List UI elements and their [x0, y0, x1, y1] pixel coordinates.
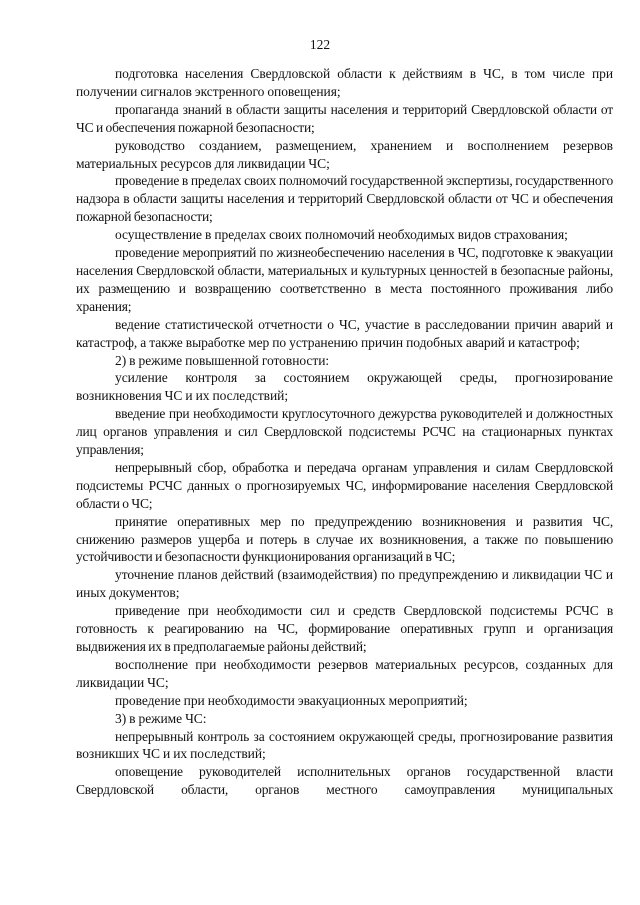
paragraph: непрерывный сбор, обработка и передача органам управления и силам Свердловской подсистемы РСЧС данных о прогнозируемых ЧС, информирование населения Свердловской области о ЧС; [76, 459, 613, 511]
paragraph: 2) в режиме повышенной готовности: [115, 352, 330, 368]
paragraph: оповещение руководителей исполнительных органов государственной власти Свердловской области, органов местного самоуправления муниципальных [76, 764, 613, 798]
paragraph: введение при необходимости круглосуточного дежурства руководителей и должностных лиц органов управления и сил Свердловской подсистемы РСЧС на стационарных пунктах управления; [76, 406, 613, 458]
paragraph: 3) в режиме ЧС: [115, 710, 207, 726]
paragraph: проведение мероприятий по жизнеобеспечению населения в ЧС, подготовке к эвакуации населения Свердловской области, материальных и культурных ценностей в безопасные районы, их размещению и возвращению соответственно в места постоянного проживания либо хранения; [76, 245, 613, 314]
paragraph: ведение статистической отчетности о ЧС, участие в расследовании причин аварий и катастроф, а также выработке мер по устранению причин подобных аварий и катастроф; [76, 316, 613, 350]
paragraph: подготовка населения Свердловской области к действиям в ЧС, в том числе при получении сигналов экстренного оповещения; [76, 66, 613, 99]
paragraph: непрерывный контроль за состоянием окружающей среды, прогнозирование развития возникших ЧС и их последствий; [76, 728, 613, 762]
paragraph: уточнение планов действий (взаимодействия) по предупреждению и ликвидации ЧС и иных документов; [76, 567, 613, 601]
paragraph: пропаганда знаний в области защиты населения и территорий Свердловской области от ЧС и обеспечения пожарной безопасности; [76, 101, 613, 135]
paragraph: принятие оперативных мер по предупреждению возникновения и развития ЧС, снижению размеров ущерба и потерь в случае их возникновения, а также по повышению устойчивости и безопасности функционирования организаций в ЧС; [76, 513, 613, 565]
page-number: 122 [309, 37, 331, 52]
paragraph: проведение в пределах своих полномочий государственной экспертизы, государственного надзора в области защиты населения и территорий Свердловской области от ЧС и обеспечения пожарной безопасности; [76, 173, 613, 225]
paragraph: проведение при необходимости эвакуационных мероприятий; [115, 692, 468, 708]
paragraph: приведение при необходимости сил и средств Свердловской подсистемы РСЧС в готовность к реагированию на ЧС, формирование оперативных групп и организация выдвижения их в предполагаемые районы действий; [76, 603, 613, 654]
text-body [76, 65, 613, 799]
paragraph: восполнение при необходимости резервов материальных ресурсов, созданных для ликвидации ЧС; [76, 656, 613, 690]
paragraph: усиление контроля за состоянием окружающей среды, прогнозирование возникновения ЧС и их последствий; [76, 370, 613, 404]
paragraph: осуществление в пределах своих полномочий необходимых видов страхования; [115, 227, 568, 243]
paragraph: руководство созданием, размещением, хранением и восполнением резервов материальных ресурсов для ликвидации ЧС; [76, 137, 613, 171]
